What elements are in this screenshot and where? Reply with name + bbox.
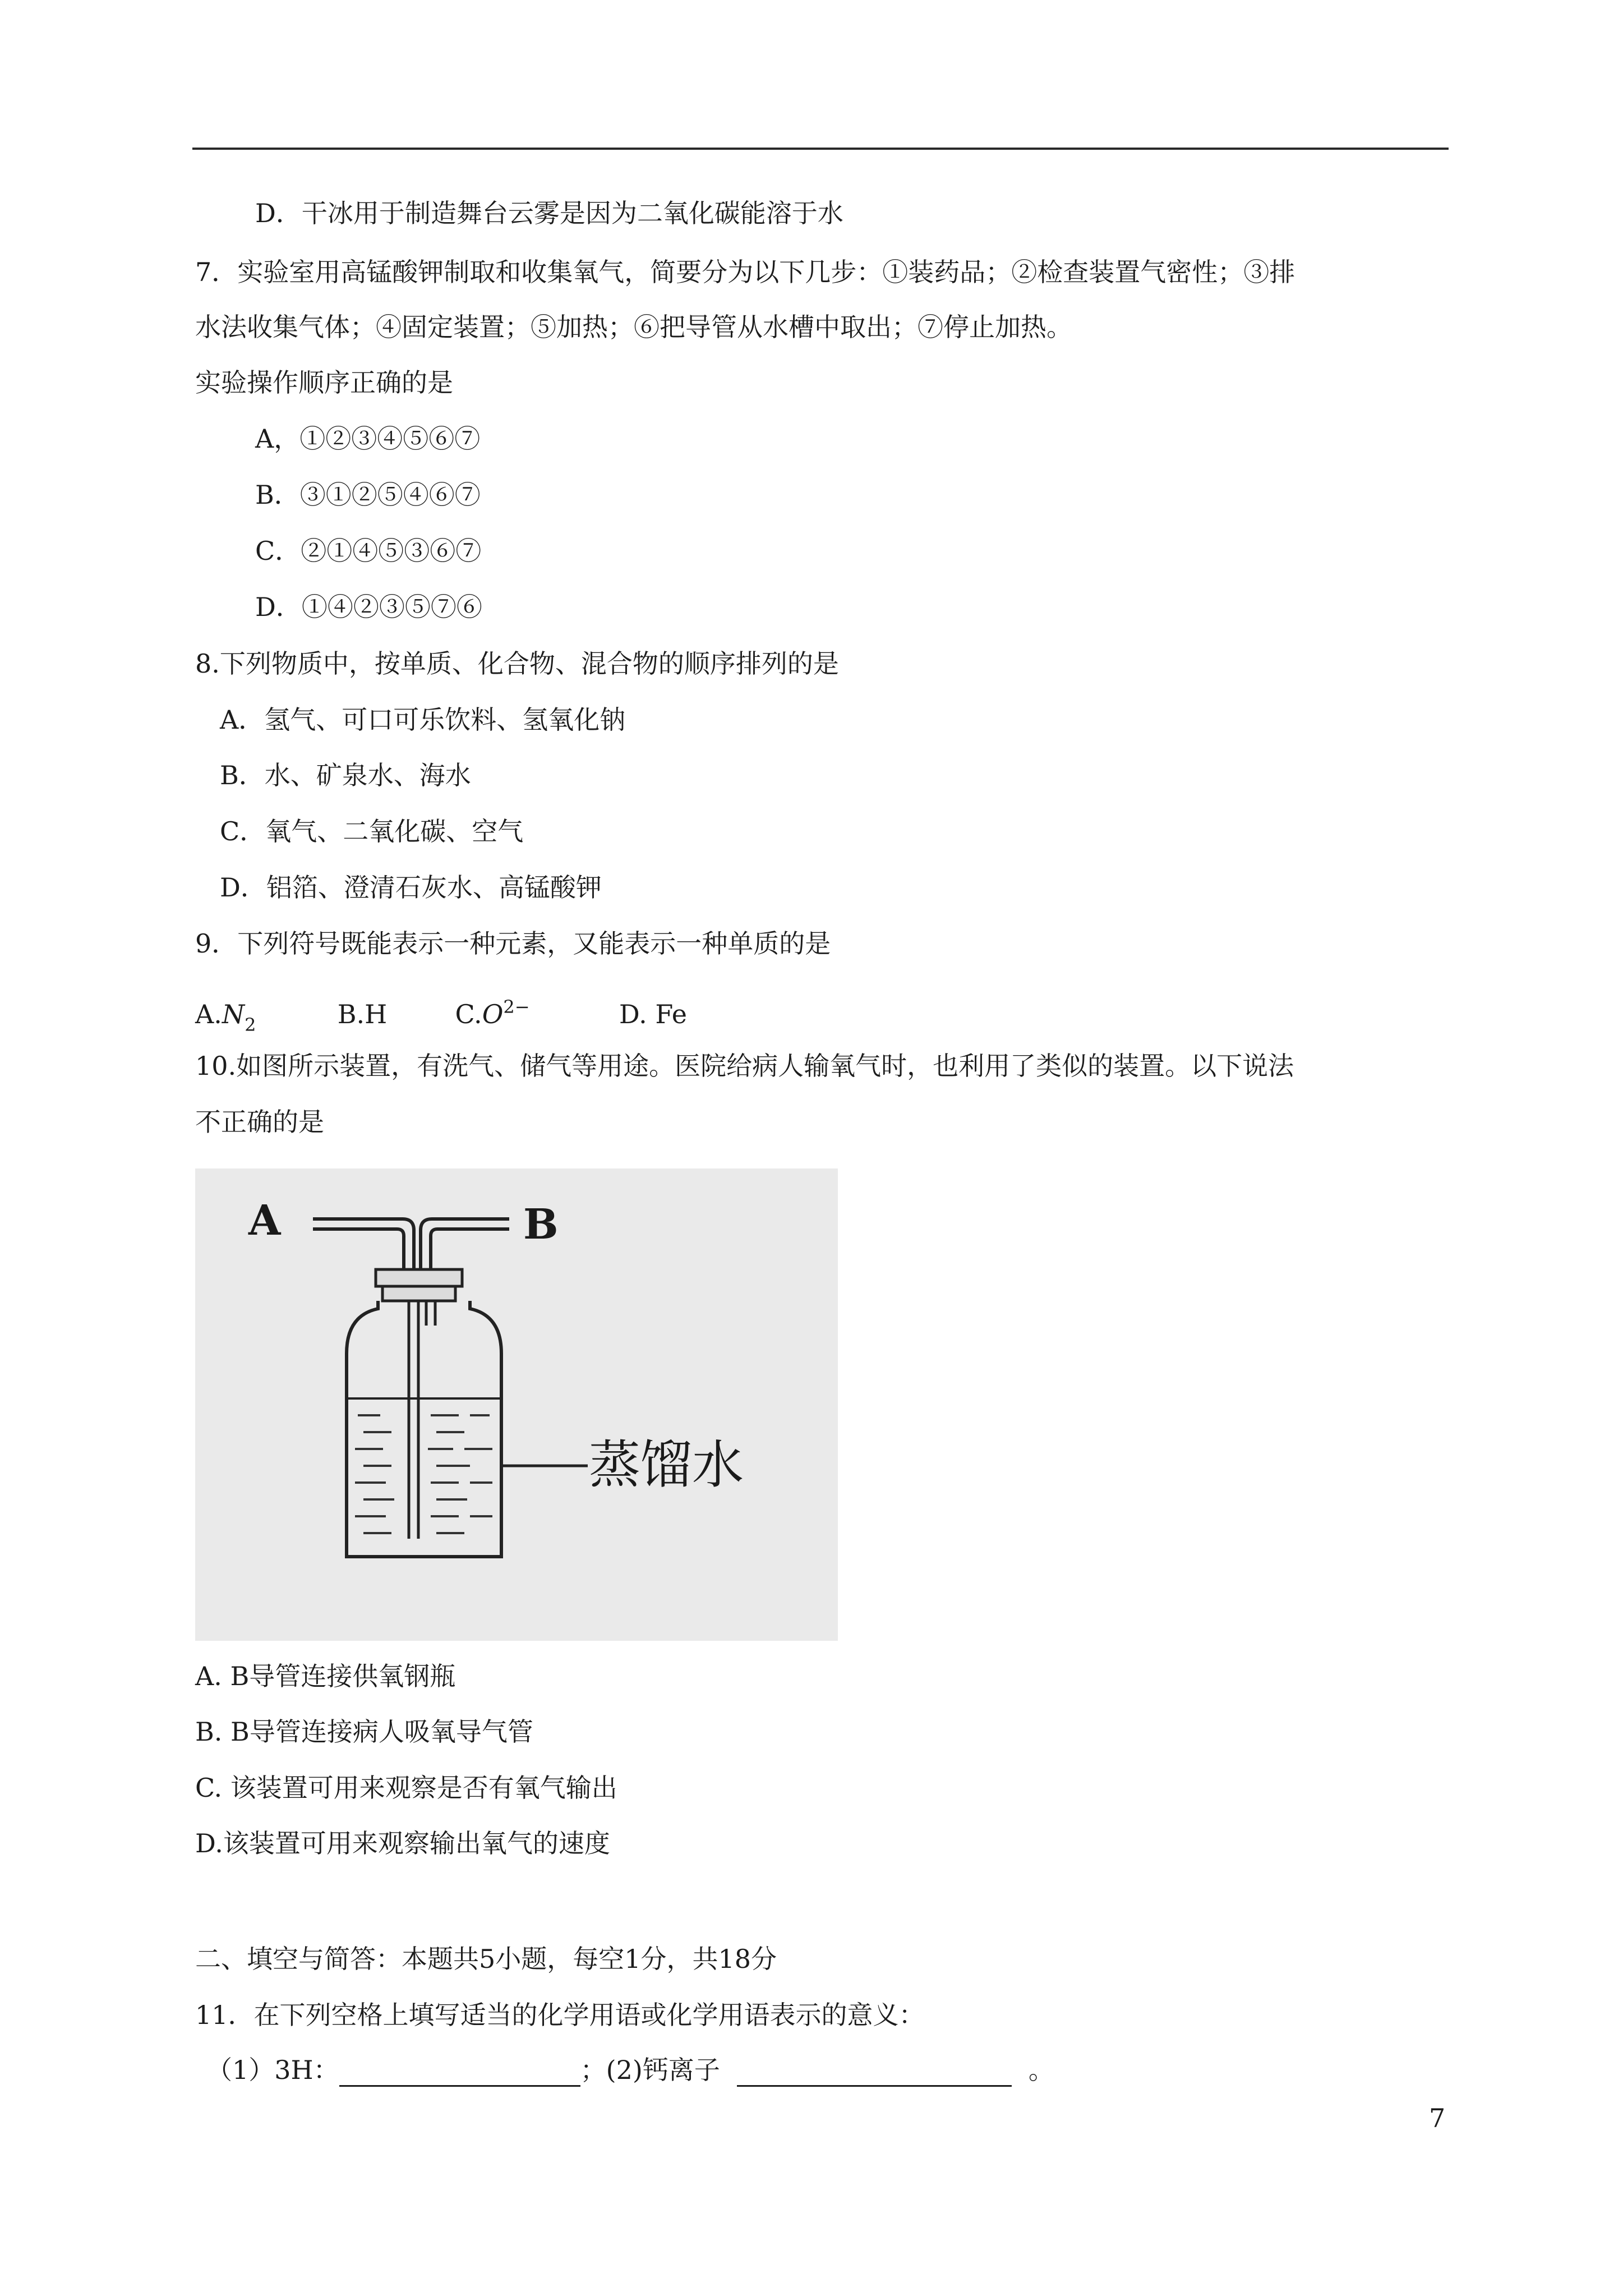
q7-stem-line1: 7．实验室用高锰酸钾制取和收集氧气，简要分为以下几步：①装药品；②检查装置气密性；③排 [195,257,1295,287]
q8-stem: 8.下列物质中，按单质、化合物、混合物的顺序排列的是 [195,648,839,679]
q11-part2-label: (2)钙离子 [606,2055,720,2085]
q9-option-c-symbol: $O^{2-}$ [482,996,530,1029]
q7-option-d: D．①④②③⑤⑦⑥ [255,592,482,622]
q11-answer-blank-2[interactable] [737,2060,1012,2087]
q10-option-d: D.该装置可用来观察输出氧气的速度 [195,1828,610,1858]
q8-option-b: B．水、矿泉水、海水 [220,760,471,790]
q9-option-a-symbol: $N_2$ [222,999,256,1036]
q9-option-b: B.H [337,999,388,1029]
q10-option-c: C. 该装置可用来观察是否有氧气输出 [195,1773,617,1803]
q7-option-b: B．③①②⑤④⑥⑦ [255,480,481,510]
q9-option-d: D. Fe [619,999,687,1029]
label-b: B [523,1200,559,1249]
q10-stem-line2: 不正确的是 [195,1107,324,1137]
q9-option-c-label: C. [455,999,482,1029]
q11-answer-blank-1[interactable] [339,2060,580,2087]
q11-stem: 11．在下列空格上填写适当的化学用语或化学用语表示的意义： [195,2000,925,2030]
q7-stem-line2: 水法收集气体；④固定装置；⑤加热；⑥把导管从水槽中取出；⑦停止加热。 [195,312,1072,342]
q8-option-a: A．氢气、可口可乐饮料、氢氧化钠 [220,705,626,735]
gas-washing-bottle-figure [195,1168,838,1641]
q9-option-a-label: A. [195,999,222,1029]
page-number: 7 [1429,2103,1446,2133]
q7-option-c: C．②①④⑤③⑥⑦ [255,536,482,566]
q8-option-c: C．氧气、二氧化碳、空气 [220,816,524,846]
q11-part1-label: （1）3H： [206,2055,339,2085]
q11-parts-row [206,2053,1054,2087]
q10-stem-line1: 10.如图所示装置，有洗气、储气等用途。医院给病人输氧气时，也利用了类似的装置。以下说法 [195,1051,1294,1081]
label-distilled-water: 蒸馏水 [589,1435,744,1495]
q11-separator: ； [580,2055,606,2085]
q10-option-b: B. B导管连接病人吸氧导气管 [195,1717,533,1747]
q7-stem-line3: 实验操作顺序正确的是 [195,367,453,398]
section2-heading: 二、填空与简答：本题共5小题，每空1分，共18分 [195,1944,777,1974]
q7-option-a: A，①②③④⑤⑥⑦ [255,424,481,454]
q6-option-d: D．干冰用于制造舞台云雾是因为二氧化碳能溶于水 [255,198,843,228]
q11-end-mark: 。 [1028,2055,1054,2085]
q9-options-row [195,997,687,1034]
header-rule [192,148,1449,150]
q8-option-d: D．铝箔、澄清石灰水、高锰酸钾 [220,872,602,903]
gas-washing-bottle-diagram [195,1168,838,1641]
q10-option-a: A. B导管连接供氧钢瓶 [195,1661,456,1691]
label-a: A [248,1197,281,1245]
q9-stem: 9．下列符号既能表示一种元素，又能表示一种单质的是 [195,928,831,959]
